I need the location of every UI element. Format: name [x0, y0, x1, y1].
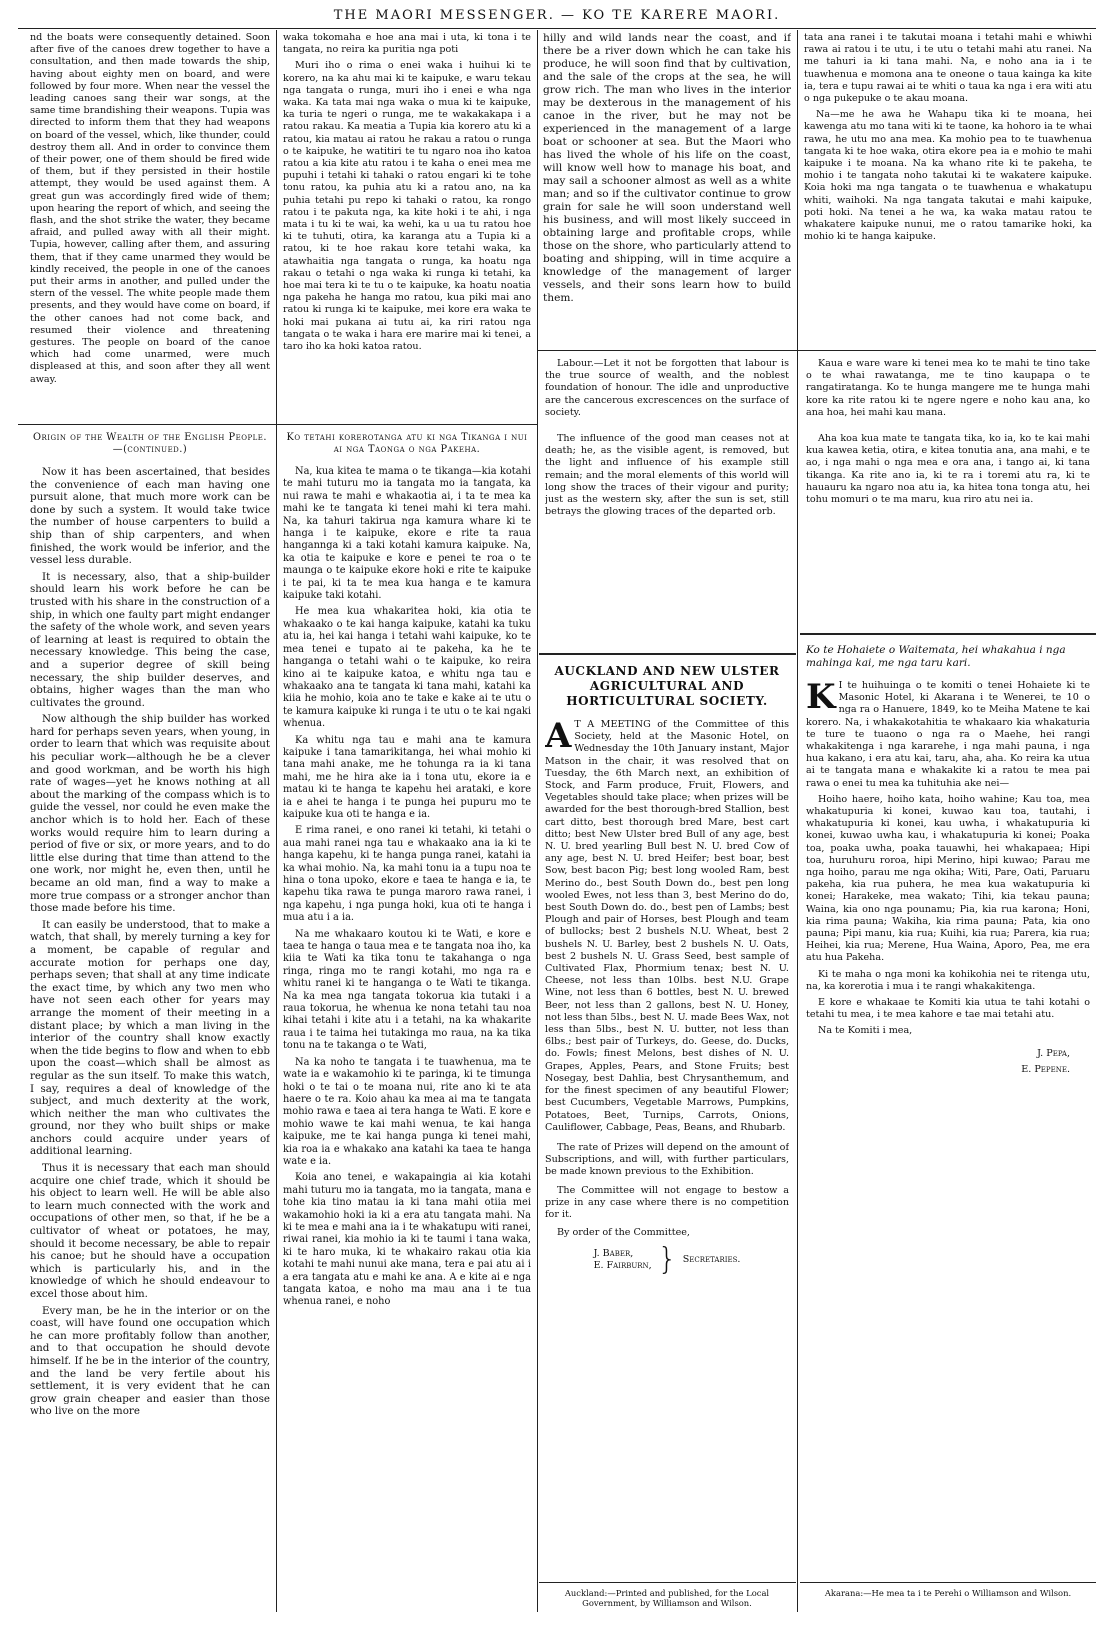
col3-imprint-rule: [539, 1582, 796, 1583]
maori-labour-notes: [806, 358, 1090, 630]
signature-fairburn: E. Fairburn,: [593, 1260, 652, 1272]
origin-of-wealth-article: [30, 432, 270, 1617]
paragraph: E rima ranei, e ono ranei ki tetahi, ki tetahi o aua mahi ranei nga tau e whakaako ana ia ki te hanga kapehu, ki te hanga punga ranei, katahi ia ka whai mohio. Na, ka mahi tonu ia a tupu noa te hina o tona upoko, ekore e taea te hanga e ia, te kapehu tika rawa te punga maroro rawa ranei, i nga kapehu, i nga punga hoki, kua oti te hanga i mua atu i a ia.: [283, 825, 531, 924]
moni-paragraph: Ki te maha o nga moni ka kohikohia nei te ritenga utu, na, ka korerotia i mua i te rangi whakakitenga.: [806, 968, 1090, 992]
paragraph: nd the boats were consequently detained. Soon after five of the canoes drew together to have a consultation, and then made towards the ship, having about eighty men on board, and were followed by four more. When near the vessel the leading canoes sang their war songs, at the same time brandishing their weapons. Tupia was directed to inform them that they had weapons on board of the vessel, which, like thunder, could destroy them all. And in order to convince them of their power, one of them should be fired wide of them, but if they persisted in their hostile attempt, they would be used against them. A great gun was accordingly fired wide of them; upon hearing the report of which, and seeing the flash, and the shot strike the water, they became afraid, and pulled away with all their might. Tupia, however, calling after them, and assuring them, that if they came unarmed they would be kindly received, the people in one of the canoes put their arms in another, and pulled under the stern of the vessel. The white people made them presents, and they would have come on board, if the other canoes had not come back, and resumed their violence and threatening gestures. The people on board of the canoe which had come unarmed, were much displeased at this, and soon after they all went away.: [30, 32, 270, 385]
paragraph: tata ana ranei i te takutai moana i tetahi mahi e whiwhi rawa ai ratou i te utu, i te utu o tetahi mahi atu ranei. Na me tahuri ia ki tana mahi. Na, e noho ana ia i te tuawhenua e momona ana te oneone o taua kainga ka kite ia, tera e tupu rawai ai te whiti o taua ka nga i era witi atu o nga pukepuke o te akau moana.: [804, 32, 1092, 105]
hui-paragraph: K I te huihuinga o te komiti o tenei Hohaiete ki te Masonic Hotel, ki Akarana i te Wenerei, te 10 o nga ra o Hanuere, 1849, ko te Meiha Matene te kai korero. Na, i whakakotahitia te whakaaro kia whakaturia te ture te tuaono o nga ra o Maehe, hei rangi whakakitenga i nga kararehe, i nga mahi pauna, i nga hua kakano, i era atu kai, taru, aha, aha. Ko reira ka utua ai te tangata mana e whakakite ki a ratou te mea pai rawa o enei tu mea ka tuhituhia ake nei—: [806, 677, 1090, 789]
brace-icon: }: [657, 1242, 677, 1278]
signature-block: [545, 1242, 789, 1278]
paragraph: Na ka noho te tangata i te tuawhenua, ma te wate ia e wakamohio ki te paringa, ki te timunga hoki o te tai o te moana nui, rite ano ki te ata haere o te ra. Koio ahau ka mea ai ma te tangata mohio rawa e taea ai tera hanga te Wati. E kore e mohio wawe te kai mahi wenua, te kai hanga kaipuke, me te kai hanga punga ki tenei mahi, kia roa ia e whakako ana katahi ka taea te hanga wate e ia.: [283, 1056, 531, 1167]
society-heading: AUCKLAND AND NEW ULSTER AGRICULTURAL AND HORTICULTURAL SOCIETY.: [554, 664, 780, 708]
article-heading: Ko tetahi korerotanga atu ki nga Tikanga i nui ai nga Taonga o nga Pakeha.: [286, 432, 528, 455]
paragraph: Ka whitu nga tau e mahi ana te kamura kaipuke i tana tamarikitanga, hei whai mohio ki tana mahi anake, me he tohunga ra ia ki tana mahi, me he hira ake ia i tona utu, ekore ia e matau ki te hanga te kapehu hei arataki, e kore ia e ahei te hanga i te punga hei pupuru mo te kaipuke kua oti te hanga e ia.: [283, 734, 531, 820]
english-wealth-top: [543, 32, 791, 346]
paragraph: It is necessary, also, that a ship-builder should learn his work before he can be trusted with his share in the construction of a ship, in which one faulty part might endanger the safety of the whole work, and seven years of learning at least is required to obtain the necessary knowledge. This being the case, and a superior degree of skill being necessary, the ship builder deserves, and obtains, higher wages than the man who cultivates the ground.: [30, 570, 270, 709]
meeting-paragraph: A T A MEETING of the Committee of this Society, held at the Masonic Hotel, on Wednesday the 10th January instant, Major Matson in the chair, it was resolved that on Tuesday, the 6th March next, an exhibition of Stock, and Farm produce, Fruit, Flowers, and Vegetables should take place; when prizes will be awarded for the best thorough-bred Stallion, best cart ditto, best thorough bred Mare, best cart ditto; best New Ulster bred Bull of any age, best N. U. bred yearling Bull best N. U. bred Cow of any age, best N. U. bred Heifer; best boar, best Sow, best bacon Pig; best long wooled Ram, best Merino do., best South Down do., best pen long wooled Ewes, not less than 3, best Merino do do, best South Down do. do., best pen of Lambs; best Plough and pair of Horses, best Plough and team of bullocks; best 2 bushels N.U. Wheat, best 2 bushels N. U. Barley, best 2 bushels N. U. Oats, best 2 bushels N. U. Grass Seed, best sample of Cultivated Flax, Phormium tenax; best N. U. Cheese, not less than 10lbs. best N.U. Grape Wine, not less than 6 bottles, best N. U. brewed Beer, not less than 2 gallons, best N. U. Honey, not less than 5lbs., best N. U. made Bees Wax, not less than 5lbs., best N. U. butter, not less than 6lbs.; best pair of Turkeys, do. Geese, do. Ducks, do. Fowls; finest Melons, best dishes of N. U. Grapes, Apples, Pears, and Stone Fruits; best Nosegay, best Dahlia, best Chrysanthemum, and for the finest specimen of any beautiful Flower; best Cucumbers, Vegetable Marrows, Pumpkins, Potatoes, Beet, Turnips, Carrots, Onions, Cauliflower, Cabbage, Peas, Beans, and Rhubarb.: [545, 716, 789, 1133]
kaua-paragraph: Kaua e ware ware ki tenei mea ko te mahi te tino take o te whai rawatanga, me te tino kaupapa o te rangatiratanga. Ko te hunga mangere me te hunga mahi kore ka rite ratou ki te ngere ngere e noho kau ana, ko ana hoa, hei mahi kau mana.: [806, 358, 1090, 418]
kore-paragraph: E kore e whakaae te Komiti kia utua te tahi kotahi o tetahi tu mea, i te mea kahore e tae mai tetahi atu.: [806, 997, 1090, 1021]
drop-cap: A: [545, 716, 572, 756]
english-imprint: Auckland:—Printed and published, for the Local Government, by Williamson and Wilson.: [564, 1588, 770, 1608]
paragraph: Thus it is necessary that each man should acquire one chief trade, which it should be his object to learn well. He will be able also to learn much connected with the work and occupations of other men, so that, if he be a cultivator of wheat or potatoes, he may, should it become necessary, be able to repair his canoe; but he should have a occupation which is particularly his, and in the knowledge of which he should endeavour to excel those about him.: [30, 1162, 270, 1300]
masthead-rule: [18, 28, 1096, 29]
paragraph: hilly and wild lands near the coast, and if there be a river down which he can take his produce, he will soon find that by cultivation, and the sale of the crops at the sea, he will grow rich. The man who lives in the interior may be dexterous in the management of his canoe in the river, but he may not be experienced in the management of a large boat or schooner at sea. But the Maori who has lived the whole of his life on the coast, will know well how to manage his boat, and may sail a schooner almost as well as a white man; and so if the cultivator continue to grow grain for sale he will soon understand well his business, and will most likely succeed in obtaining large and profitable crops, while those on the shore, who particularly attend to boating and shipping, will in time acquire a knowledge of the management of larger vessels, and their sons learn how to build them.: [543, 32, 791, 304]
col4-imprint-rule: [800, 1582, 1096, 1583]
paragraph: Na—me he awa he Wahapu tika ki te moana, hei kawenga atu mo tana witi ki te taone, ka hohoro ia te whai rawa, he utu mo ana mea. Ka mohio pea to te tuawhenua tangata ki te hoe waka, otira ekore pea ia e mohio te mahi kaipuke i te moana. Na ka whano rite ki te pakeha, te mohio i te tangata noho takutai ki te wakatere kaipuke. Koia hoki ma nga tangata o te tuawhenua e whakatupu whiti, waihoki. Na nga tangata takutai e mahi kaipuke, poti hoki. Na tenei a he wa, ka waka matau ratou te whakatere kaipuke nunui, me o ratou tamarike hoki, ka mohio ki te hanga kaipuke.: [804, 109, 1092, 243]
paragraph: Koia ano tenei, e wakapaingia ai kia kotahi mahi tuturu mo ia tangata, mo ia tangata, mana e tohe kia tino matau ia ki tana mahi otiia mei wakamohio hoki ia ki a era atu tangata mahi. Na ki te mea e mahi ana ia i te whakatupu witi ranei, riwai ranei, kia mohio ia ki te taumi i tana waka, ki te haro muka, ki te whakairo rakau otia kia kotahi te mahi nunui ake mana, tera e pai atu ai i a era tangata atu e mahi ke ana. A e kite ai e nga tangata katoa, e noho ma mau ana i te tua whenua ranei, e noho: [283, 1172, 531, 1308]
maori-wealth-article: [283, 432, 531, 1617]
influence-paragraph: The influence of the good man ceases not at death; he, as the visible agent, is removed, but the light and influence of his example still remain; and the moral elements of this world will long show the traces of their vigour and purity; just as the western sky, after the sun is set, still betrays the glowing traces of the departed orb.: [545, 433, 789, 518]
maori-narrative-top: [283, 32, 531, 420]
paragraph: He mea kua whakaritea hoki, kia otia te whakaako o te kai hanga kaipuke, katahi ka tuku atu ia, hei kai hanga i tetahi wahi kaipuke, ko te mea tenei e tupato ai te pakeha, ka he te hanganga o tetahi wahi o te kaipuke, ko reira kino ai te kaipuke katoa, e whitu nga tau e whakaako ana te tangata ki tana mahi, katahi ka kiia he mohio, koia ano te take e kake ai te utu o te kamura kaipuke ki runga i te utu o te kai ngaki whenua.: [283, 606, 531, 730]
signature-baber: J. Baber,: [593, 1248, 634, 1260]
column-rule-1: [276, 30, 277, 1612]
maori-society-heading: Ko te Hohaiete o Waitemata, hei whakahua i nga mahinga kai, me nga taru kari.: [806, 644, 1066, 669]
paragraph: It can easily be understood, that to make a watch, that shall, by merely turning a key for a moment, be capable of regular and accurate motion for perhaps one day, perhaps seven; that shall at any time indicate the exact time, by which any two men who have not seen each other for years may arrange the moment of their meeting in a distant place; by which a man living in the interior of the country shall know exactly when the tide begins to flow and when to ebb upon the coast—which shall be almost as regular as the sun itself. To make this watch, I say, requires a deal of knowledge of the subject, and much dexterity at the work, which neither the man who cultivates the ground, nor they who built ships or make anchors could acquire under years of additional learning.: [30, 918, 270, 1158]
top-section-rule-right: [537, 350, 1096, 351]
signature-pepa: J. Pepa,: [1037, 1047, 1070, 1059]
paragraph: Na, kua kitea te mama o te tikanga—kia kotahi te mahi tuturu mo ia tangata mo ia tangata, ka nui rawa te mahi e whakaotia ai, i ta te mea ka mahi ke te tangata ki tenei mahi ki tera mahi. Na, ka tahuri takirua nga kamura whare ki te hanga i te kaipuke, ekore e rite ta raua hangannga ki a taki kotahi kamura kaipuke. Na, ka otia te kaipuke e kore e penei te roa o te maunga o te kaipuke ekore hoki e rite te kaipuke i te pai, ki ta te mea kua hanga e te kamura kaipuke taki kotahi.: [283, 466, 531, 602]
paragraph: Na me whakaaro koutou ki te Wati, e kore e taea te hanga o taua mea e te tangata noa iho, ka kiia te Wati ka tika tonu te takahanga o nga ringa, ringa mo te rangi kotahi, mo nga ra e whitu ranei ki te hanganga o te Wati te tikanga. Na ka mea nga tangata tokorua kia tutaki i a raua tokorua, he whenua ke nona tetahi tau noa kihai tetahi i kite atu i a tetahi, na ka whakarite raua i te taima hei tutakinga mo raua, na ka tika tonu na te takanga o te Wati,: [283, 928, 531, 1052]
order-line: By order of the Committee,: [557, 1227, 690, 1239]
maori-wealth-top: [804, 32, 1092, 346]
top-section-rule-left: [18, 424, 537, 425]
paragraph: Muri iho o rima o enei waka i huihui ki te korero, na ka ahu mai ki te kaipuke, e waru tekau nga tangata o runga, muri iho i enei e wha nga waka. Ka tata mai nga waka o mua ki te kaipuke, ka turia te ngeri o runga, me te wakakakapa i a ratou rakau. Ka meatia a Tupia kia korero atu ki a ratou, kia matau ai ratou he rakau a ratou o runga o te kaipuke, he watitiri te tu ngaro noa iho katoa ratou a kia kite atu ratou i te kaha o enei mea me pupuhi i tetahi ki tahaki o ratou engari ki te tohe tonu ratou, ka puhia atu ki a ratou ano, na ka puhia tetahi pu repo ki tahaki o ratou, ka rongo ratou i te pakuta nga, ka kite hoki i te ahi, i nga mata i tu ki te wai, ka wehi, ka u ua tu ratou hoe ki te tuhuti, otira, ka karanga atu a Tupia ki a ratou, ki te hoe rakau kore tetahi waka, ka atawhaitia nga tangata o runga, ka hoatu nga rakau o tetahi o nga waka ki runga ki tetahi, ka hoe mai tera ki te tu o te kaipuke, ka hoatu noatia nga pakeha he hanga mo ratou, kua piki mai ano ratou ki runga ki te kaipuke, mei kore era waka te hoki mai pukana ai tutu ai, ka riri ratou nga tangata o te waka i hara ere marire mai ki tenei, a taro iho ka hoki katoa ratou.: [283, 60, 531, 353]
na-line: Na te Komiti i mea,: [818, 1025, 913, 1037]
paragraph: Now it has been ascertained, that besides the convenience of each man having one pursuit alone, that much more work can be done by such a system. It would take twice the number of house carpenters to build a ship than of ship carpenters, and when finished, the work would be inferior, and the vessel less durable.: [30, 466, 270, 567]
maori-imprint: Akarana:—He mea ta i te Perehi o Williamson and Wilson.: [824, 1588, 1072, 1598]
secretaries-label: Secretaries.: [682, 1254, 741, 1266]
ahakoa-paragraph: Aha koa kua mate te tangata tika, ko ia, ko te kai mahi kua kawea ketia, otira, e kitea tonutia ana, ana mahi, e te ao, i nga mahi o nga mea e ora ana, i tango ai, ki tana tikanga. Ka rite ano ia, ki te ra i toremi atu ra, ki te hauauru ka ngaro noa atu ia, ka hitea tona tonga atu, hei tohu momuri o te ma maru, kua riro atu nei ia.: [806, 433, 1090, 506]
signature-pepene: E. Pepene.: [1021, 1063, 1070, 1075]
column-rule-3: [797, 30, 798, 1612]
paragraph: Now although the ship builder has worked hard for perhaps seven years, when young, in order to learn that which was requisite about his peculiar work—although he be a clever and good workman, and be worth his high rate of wages—yet he knows nothing at all about the marking of the compass which is to guide the vessel, nor could he even make the anchor which is to hold her. Each of these works would require him to learn during a period of five or six, or more years, and to do little else during that time than attend to the one work, nor might he, even then, until he became an old man, find a way to make a more true compass or a stronger anchor than those made before his time.: [30, 713, 270, 915]
labour-notes: [545, 358, 789, 648]
prize-list: Hoiho haere, hoiho kata, hoiho wahine; Kau toa, mea whakatupuria ki konei, kuwao kau toa, tautahi, i whakatupuria ki konei, kau uwha, i whakatupuria ki konei, kuwao uwha kau, i whakatupuria ki konei; Poaka toa, poaka uwha, poaka tauawhi, hei whakapaea; Hipi toa, huruhuru roroa, hipi Merino, hipi kuwao; Parau me nga hoiho, parau me nga okiha; Witi, Pare, Oati, Paruaru pakeha, kia rua puhera, he mea kua wakatupuria ki konei; Harakeke, mea wakato; Tihi, kia tekau pauna; Waina, kia ono nga pounamu; Pia, kia rua karona; Honi, kia rima pauna; Wakiha, kia rima pauna; Pata, kia ono pauna; Pipi manu, kia rua; Kuihi, kia rua; Parera, kia rua; Heihei, kia rua; Merene, Hua Waina, Aporo, Pea, me era atu hua Pakeha.: [806, 793, 1090, 964]
rate-paragraph: The rate of Prizes will depend on the amount of Subscriptions, and will, with further particulars, be made known previous to the Exhibition.: [545, 1141, 789, 1178]
paragraph: waka tokomaha e hoe ana mai i uta, ki tona i te tangata, no reira ka puritia nga poti: [283, 32, 531, 56]
english-narrative-top: [30, 32, 270, 420]
labour-paragraph: Labour.—Let it not be forgotten that labour is the true source of wealth, and the noblest foundation of honour. The idle and unproductive are the cancerous excrescences on the surface of society.: [545, 358, 789, 418]
col4-section-rule: [800, 633, 1096, 635]
col3-section-rule: [539, 653, 796, 655]
paragraph: Every man, be he in the interior or on the coast, will have found one occupation which he can more profitably follow than another, and to that occupation he should devote himself. If he be in the interior of the country, and the land be very fertile about his settlement, it is very evident that he can grow grain cheaper and easier than those who live on the more: [30, 1304, 270, 1418]
committee-paragraph: The Committee will not engage to bestow a prize in any case where there is no competition for it.: [545, 1184, 789, 1220]
society-notice: [545, 664, 789, 1576]
column-rule-2: [537, 30, 538, 1612]
drop-cap: K: [806, 677, 836, 717]
maori-society-notice: [806, 644, 1090, 1576]
masthead: THE MAORI MESSENGER. — KO TE KARERE MAORI.: [333, 8, 781, 23]
article-heading: Origin of the Wealth of the English People.—(continued.): [32, 432, 268, 455]
